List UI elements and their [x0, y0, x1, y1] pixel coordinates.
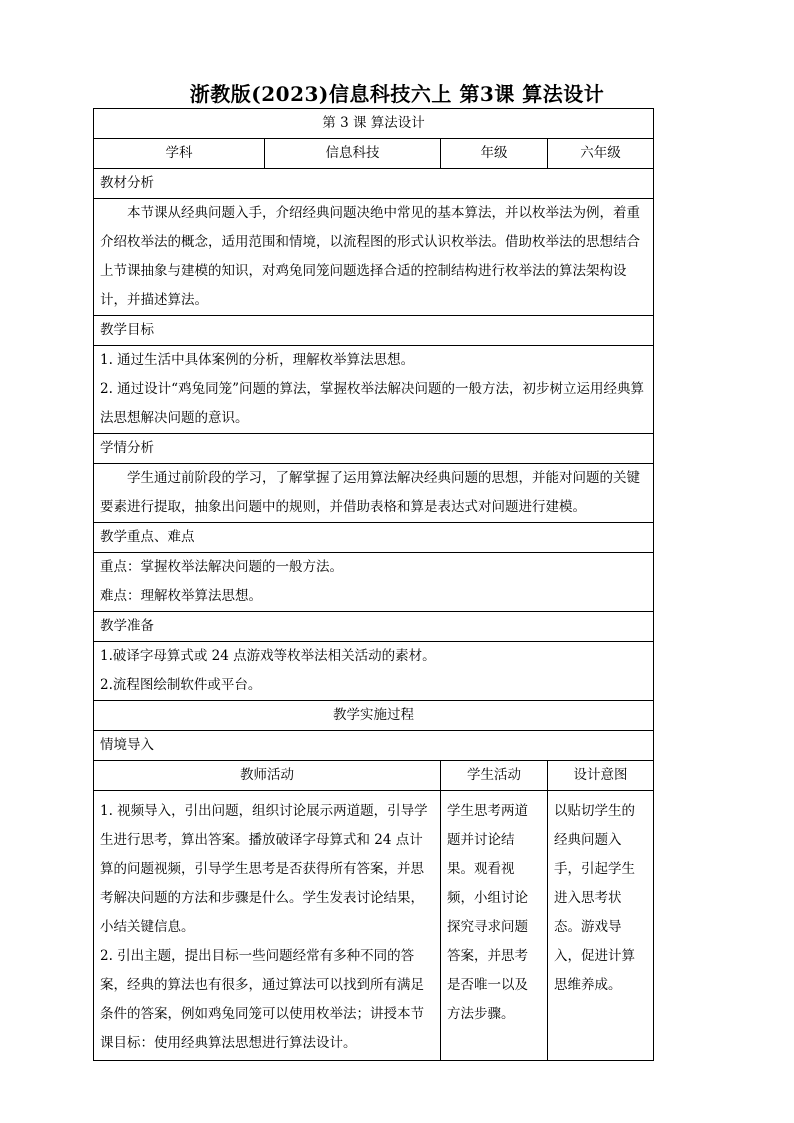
activity-row: [94, 791, 654, 1061]
design-intent: 以贴切学生的经典问题入手，引起学生进入思考状态。游戏导入，促进计算思维养成。: [548, 791, 654, 1061]
teacher-step: 2. 引出主题，提出目标一些问题经常有多种不同的答案，经典的算法也有很多，通过算法可以找到所有满足条件的答案，例如鸡兔同笼可以使用枚举法；讲授本节课目标：使用经典算法思想进行算法设计。: [100, 948, 424, 1051]
intent-column-header: 设计意图: [548, 761, 654, 791]
keypoints-heading: 教学重点、难点: [94, 523, 654, 553]
prep-heading: 教学准备: [94, 612, 654, 642]
difficult-point: 难点：理解枚举算法思想。: [100, 588, 262, 604]
goals-list: [94, 346, 654, 434]
process-heading: 教学实施过程: [94, 701, 654, 731]
teacher-activity: [94, 791, 441, 1061]
info-row: [94, 139, 654, 169]
keypoints-list: [94, 553, 654, 612]
student-activity: 学生思考两道题并讨论结果。观看视频，小组讨论探究寻求问题答案，并思考是否唯一以及方法步骤。: [441, 791, 548, 1061]
prep-list: [94, 642, 654, 701]
document-title: 浙教版(2023)信息科技六上 第3课 算法设计: [189, 82, 605, 106]
teacher-column-header: 教师活动: [94, 761, 441, 791]
students-heading: 学情分析: [94, 434, 654, 464]
goal-item: 2. 通过设计“鸡兔同笼”问题的算法，掌握枚举法解决问题的一般方法，初步树立运用经典算法思想解决问题的意识。: [100, 381, 644, 426]
subject-value: 信息科技: [265, 139, 441, 169]
prep-item: 2.流程图绘制软件或平台。: [100, 677, 262, 693]
grade-value: 六年级: [548, 139, 654, 169]
activity-header-row: [94, 761, 654, 791]
prep-item: 1.破译字母算式或 24 点游戏等枚举法相关活动的素材。: [100, 648, 436, 664]
lesson-plan-table: [93, 108, 654, 1061]
material-text: 本节课从经典问题入手，介绍经典问题决绝中常见的基本算法，并以枚举法为例，着重介绍枚举法的概念，适用范围和情境，以流程图的形式认识枚举法。借助枚举法的思想结合上节课抽象与建模的知识，对鸡兔同笼问题选择合适的控制结构进行枚举法的算法架构设计，并描述算法。: [94, 199, 654, 316]
student-column-header: 学生活动: [441, 761, 548, 791]
students-text: 学生通过前阶段的学习，了解掌握了运用算法解决经典问题的思想，并能对问题的关键要素进行提取，抽象出问题中的规则，并借助表格和算是表达式对问题进行建模。: [94, 464, 654, 523]
goals-heading: 教学目标: [94, 316, 654, 346]
key-point: 重点：掌握枚举法解决问题的一般方法。: [100, 559, 343, 575]
goal-item: 1. 通过生活中具体案例的分析，理解枚举算法思想。: [100, 352, 415, 368]
material-heading: 教材分析: [94, 169, 654, 199]
lesson-header: 第 3 课 算法设计: [94, 109, 654, 139]
stage-heading: 情境导入: [94, 731, 654, 761]
grade-label: 年级: [441, 139, 548, 169]
subject-label: 学科: [94, 139, 265, 169]
teacher-step: 1. 视频导入，引出问题，组织讨论展示两道题，引导学生进行思考，算出答案。播放破译字母算式和 24 点计算的问题视频，引导学生思考是否获得所有答案，并思考解决问题的方法和步骤是什么。学生发表讨论结果，小结关键信息。: [100, 803, 428, 935]
